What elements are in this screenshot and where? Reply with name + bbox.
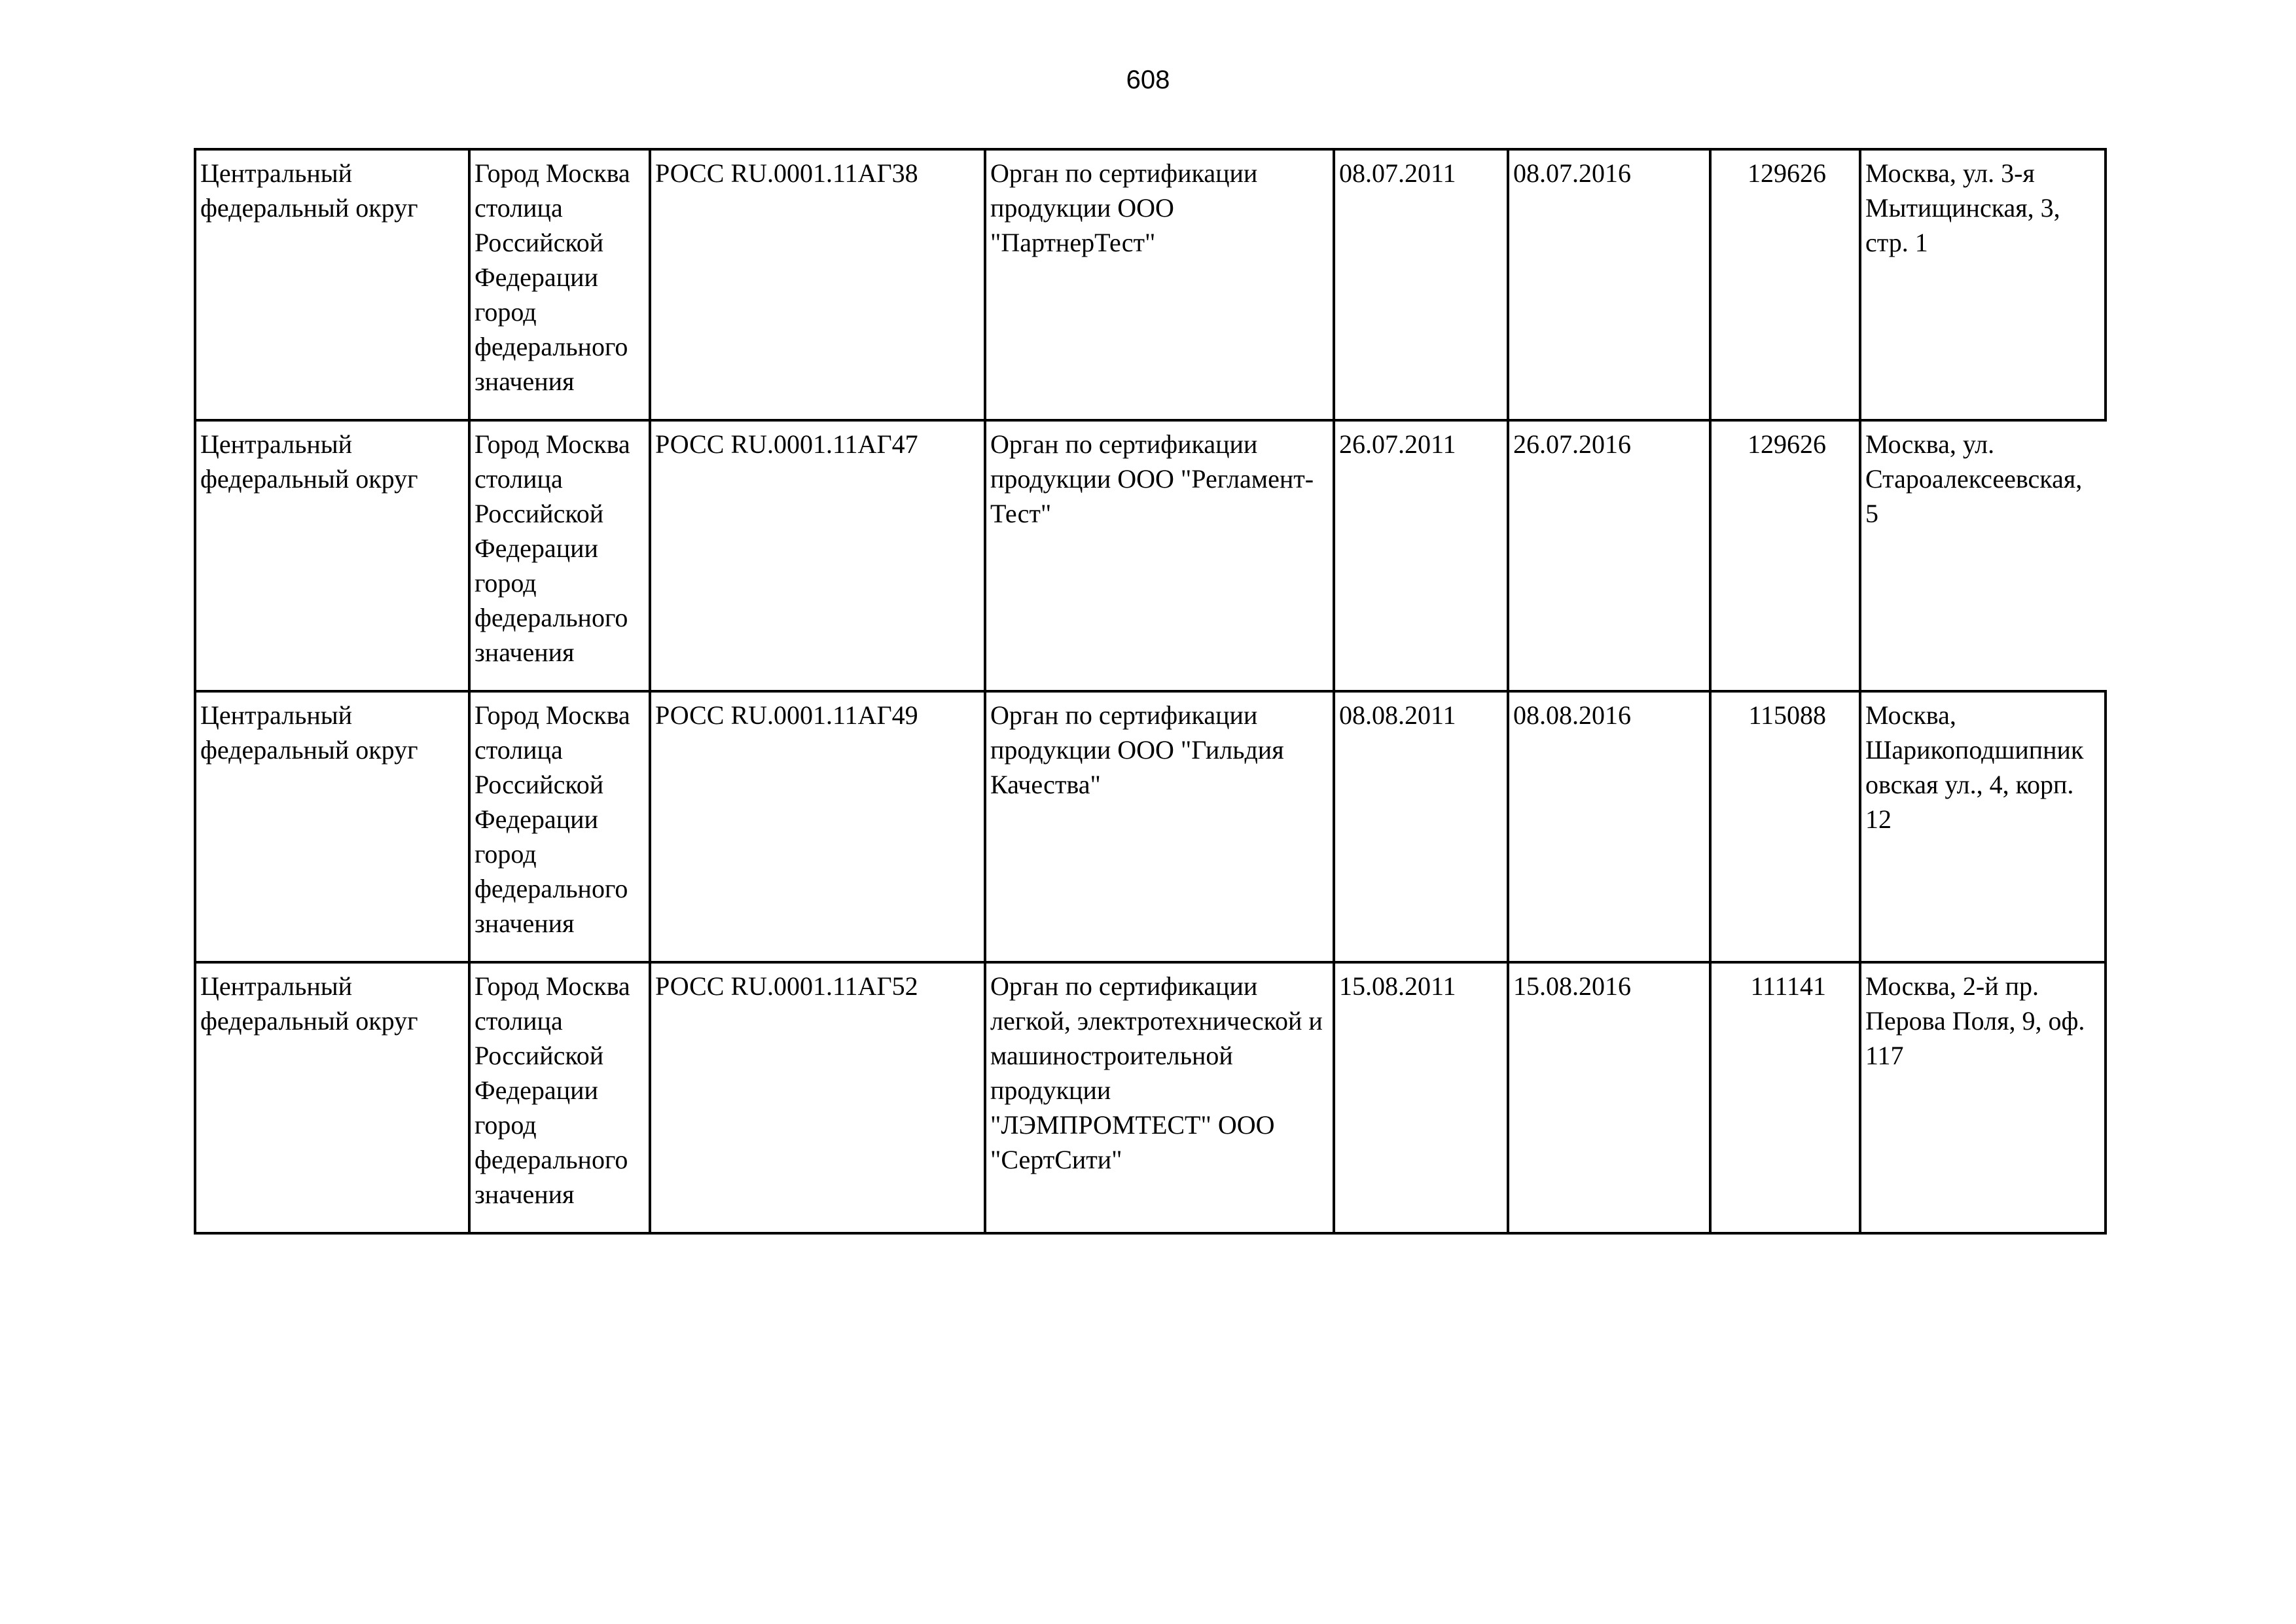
- address-cell: Москва, ул. Староалексеевская, 5: [1860, 420, 2106, 691]
- postal-code-cell: 115088: [1710, 691, 1860, 962]
- postal-code-cell: 129626: [1710, 420, 1860, 691]
- organization-cell: Орган по сертификации продукции ООО "Гильдия Качества": [985, 691, 1334, 962]
- table-row: [195, 149, 2106, 420]
- organization-cell: Орган по сертификации продукции ООО "Регламент-Тест": [985, 420, 1334, 691]
- table-row: [195, 962, 2106, 1233]
- end-date-cell: 26.07.2016: [1508, 420, 1710, 691]
- registration-number-cell: РОСС RU.0001.11АГ49: [650, 691, 985, 962]
- organization-cell: Орган по сертификации продукции ООО "ПартнерТест": [985, 149, 1334, 420]
- end-date-cell: 08.08.2016: [1508, 691, 1710, 962]
- organization-cell: Орган по сертификации легкой, электротехнической и машиностроительной продукции "ЛЭМПРОМТЕСТ" ООО "СертСити": [985, 962, 1334, 1233]
- region-cell: Город Москва столица Российской Федерации город федерального значения: [469, 149, 650, 420]
- region-cell: Город Москва столица Российской Федерации город федерального значения: [469, 962, 650, 1233]
- start-date-cell: 26.07.2011: [1334, 420, 1508, 691]
- district-cell: Центральный федеральный округ: [195, 149, 469, 420]
- table-row: [195, 691, 2106, 962]
- end-date-cell: 08.07.2016: [1508, 149, 1710, 420]
- start-date-cell: 08.08.2011: [1334, 691, 1508, 962]
- district-cell: Центральный федеральный округ: [195, 691, 469, 962]
- district-cell: Центральный федеральный округ: [195, 420, 469, 691]
- registration-number-cell: РОСС RU.0001.11АГ52: [650, 962, 985, 1233]
- district-cell: Центральный федеральный округ: [195, 962, 469, 1233]
- registration-number-cell: РОСС RU.0001.11АГ47: [650, 420, 985, 691]
- region-cell: Город Москва столица Российской Федерации город федерального значения: [469, 420, 650, 691]
- certification-registry-table: [194, 148, 2107, 1235]
- address-cell: Москва, ул. 3-я Мытищинская, 3, стр. 1: [1860, 149, 2106, 420]
- table-row: [195, 420, 2106, 691]
- region-cell: Город Москва столица Российской Федерации город федерального значения: [469, 691, 650, 962]
- start-date-cell: 08.07.2011: [1334, 149, 1508, 420]
- page-number: 608: [1126, 65, 1170, 94]
- postal-code-cell: 111141: [1710, 962, 1860, 1233]
- registration-number-cell: РОСС RU.0001.11АГ38: [650, 149, 985, 420]
- start-date-cell: 15.08.2011: [1334, 962, 1508, 1233]
- end-date-cell: 15.08.2016: [1508, 962, 1710, 1233]
- address-cell: Москва, Шарикоподшипник овская ул., 4, корп. 12: [1860, 691, 2106, 962]
- address-cell: Москва, 2-й пр. Перова Поля, 9, оф. 117: [1860, 962, 2106, 1233]
- postal-code-cell: 129626: [1710, 149, 1860, 420]
